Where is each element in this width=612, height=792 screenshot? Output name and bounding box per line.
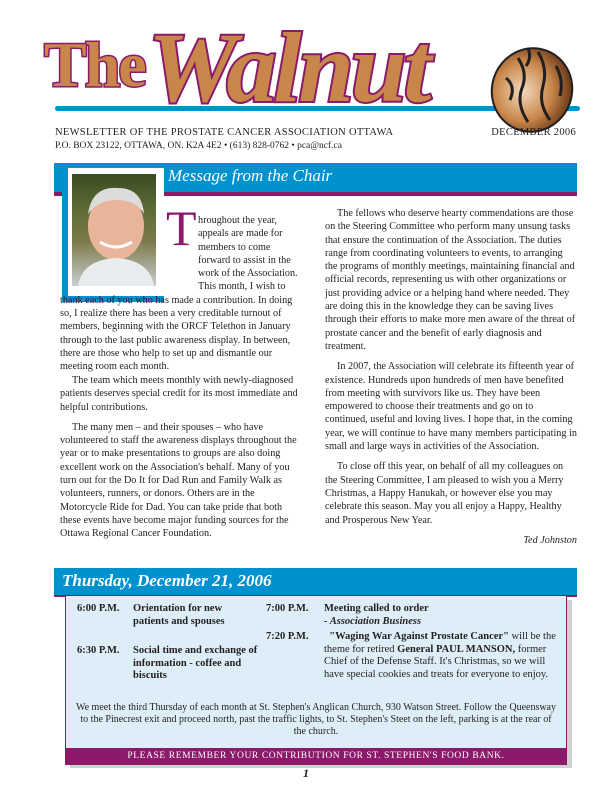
logo-walnut: Walnut bbox=[148, 12, 429, 123]
section-banner-meeting bbox=[54, 568, 577, 597]
newsletter-subtitle: NEWSLETTER OF THE PROSTATE CANCER ASSOCIATION OTTAWA bbox=[55, 127, 394, 138]
event-title: Orientation for new patients and spouses bbox=[133, 603, 225, 627]
event-time: 7:00 P.M. bbox=[266, 603, 309, 614]
chair-paragraph-6: To close off this year, on behalf of all my colleagues on the Steering Committee, I am pleased to wish you a Merry Christmas, a Happy Hanukah, or however else you may celebrate this season. May you all enjoy a Happy, Healthy and Prosperous New Year. bbox=[325, 461, 564, 526]
drop-cap: T bbox=[166, 200, 197, 256]
event-description bbox=[324, 631, 560, 681]
event-title: Meeting called to order bbox=[324, 603, 429, 614]
chair-paragraph-2: The team which meets monthly with newly-diagnosed patients deserves special credit for its most immediate and helpful contributions. bbox=[60, 375, 298, 413]
talk-title: "Waging War Against Prostate Cancer" bbox=[329, 631, 509, 642]
chair-paragraph-4: The fellows who deserve hearty commendations are those on the Steering Committee who perform many unsung tasks that ensure the continuation of the Association. The duties range from coordinating volunteers to events, to arranging the programs of monthly meetings, maintaining financial and official records, representing us with other organizations or just providing advice or a helping hand where needed. They are doing this in the knowledge they can be saving lives through their efforts to make more men aware of the threat of prostate cancer and the benefit of early diagnosis and treatment. bbox=[325, 208, 576, 352]
chair-paragraph-5: In 2007, the Association will celebrate its fifteenth year of existence. Hundreds upon hundreds of men have benefited from meeting with survivors like us. They have been empowered to choose their treatments and go on to continued, useful and loving lives. I hope that, in the coming year, we will continue to have many members participating in small and large ways in activities of the Association. bbox=[325, 361, 577, 453]
chair-paragraph-3: The many men – and their spouses – who have volunteered to staff the awareness displays throughout the year or to make presentations to groups are also doing excellent work on the Association's behalf. Many of you turn out for the Do It for Dad Run and Family Walk as volunteers, runners, or donors. Others are in the Motorcycle Ride for Dad. You can take pride that both these events have become major funding sources for the Ottawa Regional Cancer Foundation. bbox=[60, 421, 297, 540]
event-title: Social time and exchange of information - coffee and biscuits bbox=[133, 645, 258, 681]
meeting-directions: We meet the third Thursday of each month at St. Stephen's Anglican Church, 930 Watson Street. Follow the Queensway to the Pinecrest exit and proceed north, past the traffic lights, to St. Stephen's Steet on the left, parking is at the rear of the church. bbox=[75, 702, 556, 737]
contact-info: P.O. BOX 23122, OTTAWA, ON. K2A 4E2 • (613) 828-0762 • pca@ncf.ca bbox=[55, 141, 342, 151]
event-time: 7:20 P.M. bbox=[266, 631, 309, 642]
left-column bbox=[60, 374, 303, 548]
food-bank-reminder: PLEASE REMEMBER YOUR CONTRIBUTION FOR ST. STEPHEN'S FOOD BANK. bbox=[66, 748, 566, 764]
left-column-flow bbox=[60, 207, 303, 374]
right-column bbox=[325, 207, 577, 547]
walnut-icon bbox=[488, 38, 580, 134]
chair-paragraph-1: hroughout the year, appeals are made for members to come forward to assist in the work of the Association. This month, I wish to thank each of you who has made a contribution. In doing so, I realize there has been a very creditable turnout of members, beginning with the ORCF Telethon in January through to the last public awareness display. In between, there are those who help to set up and dismantle our meeting room each month. bbox=[60, 215, 298, 373]
meeting-box bbox=[65, 595, 567, 765]
logo-the: The bbox=[44, 29, 145, 100]
event-text: former Chief of the Defense Staff. It's Christmas, so we will have special cookies and treats for everyone to enjoy. bbox=[324, 643, 549, 680]
event-text: will be the theme for retired bbox=[324, 631, 556, 655]
section-title: Message from the Chair bbox=[168, 166, 333, 185]
signature: Ted Johnston bbox=[523, 534, 577, 546]
issue-date: DECEMBER 2006 bbox=[491, 127, 576, 138]
page-number: 1 bbox=[303, 766, 309, 780]
event-subtitle: - Association Business bbox=[324, 616, 422, 627]
event-time: 6:00 P.M. bbox=[77, 603, 120, 614]
event-time: 6:30 P.M. bbox=[77, 645, 120, 656]
speaker-name: General PAUL MANSON, bbox=[397, 643, 516, 655]
meeting-date-title: Thursday, December 21, 2006 bbox=[62, 571, 272, 590]
